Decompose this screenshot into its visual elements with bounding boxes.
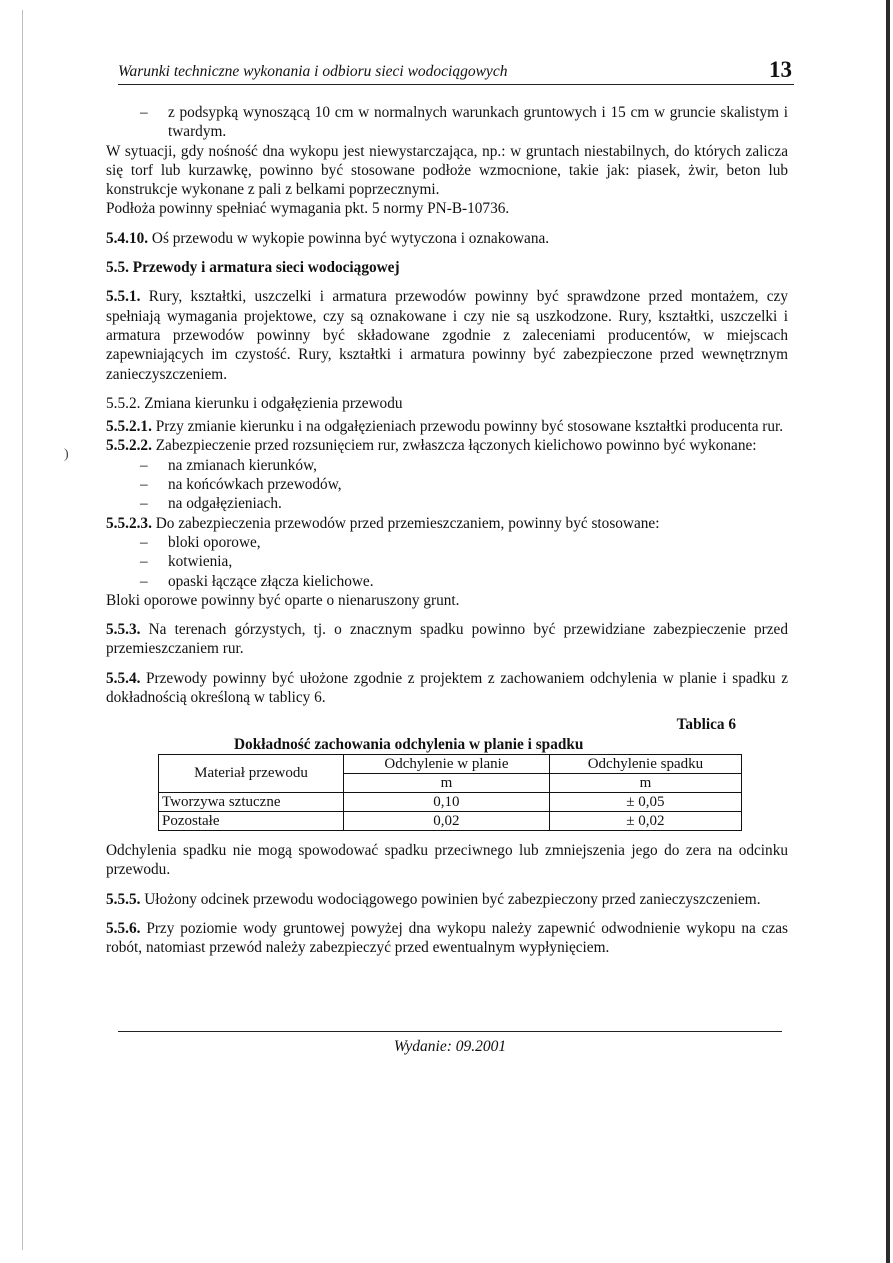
table-row [159,792,742,811]
section-5-5-5 [106,890,788,909]
cell-plan: 0,10 [344,792,550,811]
intro-bullet-text: z podsypką wynoszącą 10 cm w normalnych warunkach gruntowych i 15 cm w gruncie skalistym i twardym. [168,104,788,141]
section-heading-5-5-2: 5.5.2. Zmiana kierunku i odgałęzienia przewodu [106,394,403,412]
list-item: – na zmianach kierunków, [140,456,317,474]
section-5-4-10 [106,229,788,248]
table-header-row [159,754,742,773]
cell-slope: ± 0,05 [549,792,741,811]
table-caption: Tablica 6 [676,716,736,734]
cell-plan: 0,02 [344,811,550,830]
section-number: 5.5.6. [106,919,141,937]
section-number: 5.5.4. [106,669,141,687]
section-text: Przy zmianie kierunku i na odgałęzieniach przewodu powinny być stosowane kształtki producenta rur. [151,418,784,436]
anchor-blocks-paragraph: Bloki oporowe powinny być oparte o nienaruszony grunt. [106,591,460,609]
section-5-5-6 [106,919,788,958]
header-title: Warunki techniczne wykonania i odbioru sieci wodociągowych [118,63,508,80]
section-5-5-2-1 [106,417,788,436]
section-number: 5.5.1. [106,288,141,306]
intro-bullet [106,103,788,142]
section-5-5-4 [106,669,788,708]
list-item: – na odgałęzieniach. [140,495,282,513]
header-plan: Odchylenie w planie [344,754,550,773]
page-footer [118,1031,782,1056]
intro-norm-paragraph: Podłoża powinny spełniać wymagania pkt. 5 normy PN-B-10736. [106,200,510,218]
table-row [159,811,742,830]
section-number: 5.4.10. [106,229,149,247]
section-heading-5-5: 5.5. Przewody i armatura sieci wodociągowej [106,259,400,277]
unit-slope: m [549,773,741,792]
list-item: – kotwienia, [140,553,233,571]
document-body [106,103,788,957]
unit-plan: m [344,773,550,792]
section-5-5-1 [106,287,788,383]
after-table-paragraph: Odchylenia spadku nie mogą spowodować spadku przeciwnego lub zmniejszenia jego do zera na odcinku przewodu. [106,841,788,879]
section-text: Oś przewodu w wykopie powinna być wytyczona i oznakowana. [148,229,550,247]
section-5-5-3 [106,620,788,659]
section-5-5-2-2 [106,436,788,455]
table-title: Dokładność zachowania odchylenia w planie i spadku [234,735,584,753]
cell-material: Tworzywa sztuczne [159,792,344,811]
header-material: Materiał przewodu [159,754,344,792]
section-text: Zabezpieczenie przed rozsunięciem rur, zwłaszcza łączonych kielichowo powinno być wykonane: [151,437,757,455]
page-number: 13 [769,57,792,82]
page-edge-left [22,10,23,1250]
section-text: Przy poziomie wody gruntowej powyżej dna wykopu należy zapewnić odwodnienie wykopu na czas robót, natomiast przewód należy zabezpieczyć przed ewentualnym wypłynięciem. [106,919,788,957]
list-item: – opaski łączące złącza kielichowe. [140,572,374,590]
section-5-5-2-3 [106,514,788,533]
list-item: – bloki oporowe, [140,533,261,551]
section-text: Na terenach górzystych, tj. o znacznym spadku powinno być przewidziane zabezpieczenie przed przemieszczaniem rur. [106,621,788,658]
section-number: 5.5.3. [106,621,141,639]
cell-material: Pozostałe [159,811,344,830]
section-text: Rury, kształtki, uszczelki i armatura przewodów powinny być sprawdzone przed montażem, czy spełniają wymagania projektowe, czy są oznakowane i czy nie są uszkodzone. Rury, kształtki, uszczelki i armatura przewodów powinny być składowane zgodnie z zaleceniami producentów, w miejscach zapewniających im czystość. Rury, kształtki i armatura powinny być zabezpieczone przed wewnętrznym zanieczyszczeniem. [106,288,788,383]
page-edge-right [886,0,890,1263]
section-text: Do zabezpieczenia przewodów przed przemieszczaniem, powinny być stosowane: [151,514,660,532]
section-number: 5.5.2.1. [106,418,152,436]
list-item: – na końcówkach przewodów, [140,476,342,494]
cell-slope: ± 0,02 [549,811,741,830]
bullet-dash: – [140,104,148,121]
section-number: 5.5.5. [106,890,141,908]
header-slope: Odchylenie spadku [549,754,741,773]
section-number: 5.5.2.2. [106,437,152,455]
section-number: 5.5.2.3. [106,514,152,532]
edition-date: Wydanie: 09.2001 [393,1038,507,1055]
tolerance-table [158,754,742,831]
margin-mark: ) [64,447,69,462]
page-header [118,56,794,85]
intro-paragraph: W sytuacji, gdy nośność dna wykopu jest niewystarczająca, np.: w gruntach niestabilnych, do których zalicza się torf lub kurzawkę, powinno być stosowane podłoże wzmocnione, takie jak: piasek, żwir, beton lub konstrukcje wykonane z pali z belkami poprzecznymi. [106,142,788,199]
section-text: Ułożony odcinek przewodu wodociągowego powinien być zabezpieczony przed zanieczyszczeniem. [140,890,761,908]
section-text: Przewody powinny być ułożone zgodnie z projektem z zachowaniem odchylenia w planie i spadku z dokładnością określoną w tablicy 6. [106,669,788,707]
